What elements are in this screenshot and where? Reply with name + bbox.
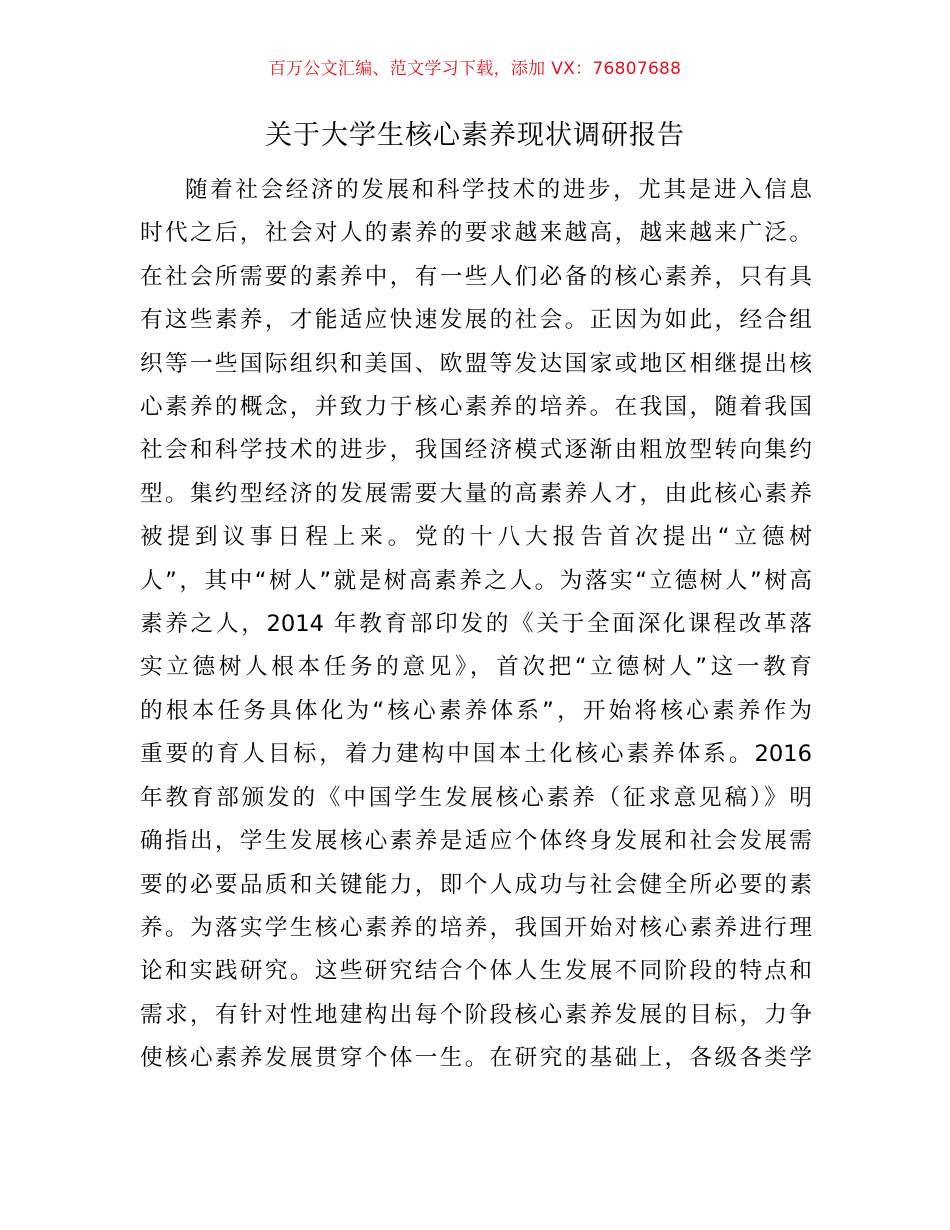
body-line: 被提到议事日程上来。党的十八大报告首次提出“立德树 bbox=[140, 524, 812, 551]
body-line: 人”，其中“树人”就是树高素养之人。为落实“立德树人”树高 bbox=[140, 567, 812, 594]
document-title: 关于大学生核心素养现状调研报告 bbox=[265, 120, 685, 151]
body-line: 型。集约型经济的发展需要大量的高素养人才，由此核心素养 bbox=[140, 480, 812, 507]
body-line: 实立德树人根本任务的意见》，首次把“立德树人”这一教育 bbox=[140, 654, 812, 681]
body-line: 使核心素养发展贯穿个体一生。在研究的基础上，各级各类学 bbox=[140, 1045, 812, 1072]
document-body bbox=[140, 169, 812, 1081]
body-line: 要的必要品质和关键能力，即个人成功与社会健全所必要的素 bbox=[140, 871, 812, 898]
body-line: 织等一些国际组织和美国、欧盟等发达国家或地区相继提出核 bbox=[140, 350, 812, 377]
body-line: 的根本任务具体化为“核心素养体系”，开始将核心素养作为 bbox=[140, 697, 812, 724]
header-notice: 百万公文汇编、范文学习下载，添加 VX：76807688 bbox=[268, 59, 682, 79]
body-line: 论和实践研究。这些研究结合个体人生发展不同阶段的特点和 bbox=[140, 958, 812, 985]
body-line: 有这些素养，才能适应快速发展的社会。正因为如此，经合组 bbox=[140, 307, 812, 334]
body-line: 社会和科学技术的进步，我国经济模式逐渐由粗放型转向集约 bbox=[140, 437, 812, 464]
body-line: 养。为落实学生核心素养的培养，我国开始对核心素养进行理 bbox=[140, 914, 812, 941]
body-line: 重要的育人目标，着力建构中国本土化核心素养体系。2016 bbox=[140, 741, 812, 768]
body-line: 心素养的概念，并致力于核心素养的培养。在我国，随着我国 bbox=[140, 394, 812, 421]
body-line: 确指出，学生发展核心素养是适应个体终身发展和社会发展需 bbox=[140, 828, 812, 855]
body-line: 在社会所需要的素养中，有一些人们必备的核心素养，只有具 bbox=[140, 263, 812, 290]
body-line: 需求，有针对性地建构出每个阶段核心素养发展的目标，力争 bbox=[140, 1001, 812, 1028]
body-line: 年教育部颁发的《中国学生发展核心素养（征求意见稿）》明 bbox=[140, 784, 812, 811]
body-line: 随着社会经济的发展和科学技术的进步，尤其是进入信息 bbox=[185, 177, 812, 203]
body-line: 时代之后，社会对人的素养的要求越来越高，越来越来广泛。 bbox=[140, 220, 812, 247]
body-line: 素养之人，2014 年教育部印发的《关于全面深化课程改革落 bbox=[140, 611, 812, 638]
